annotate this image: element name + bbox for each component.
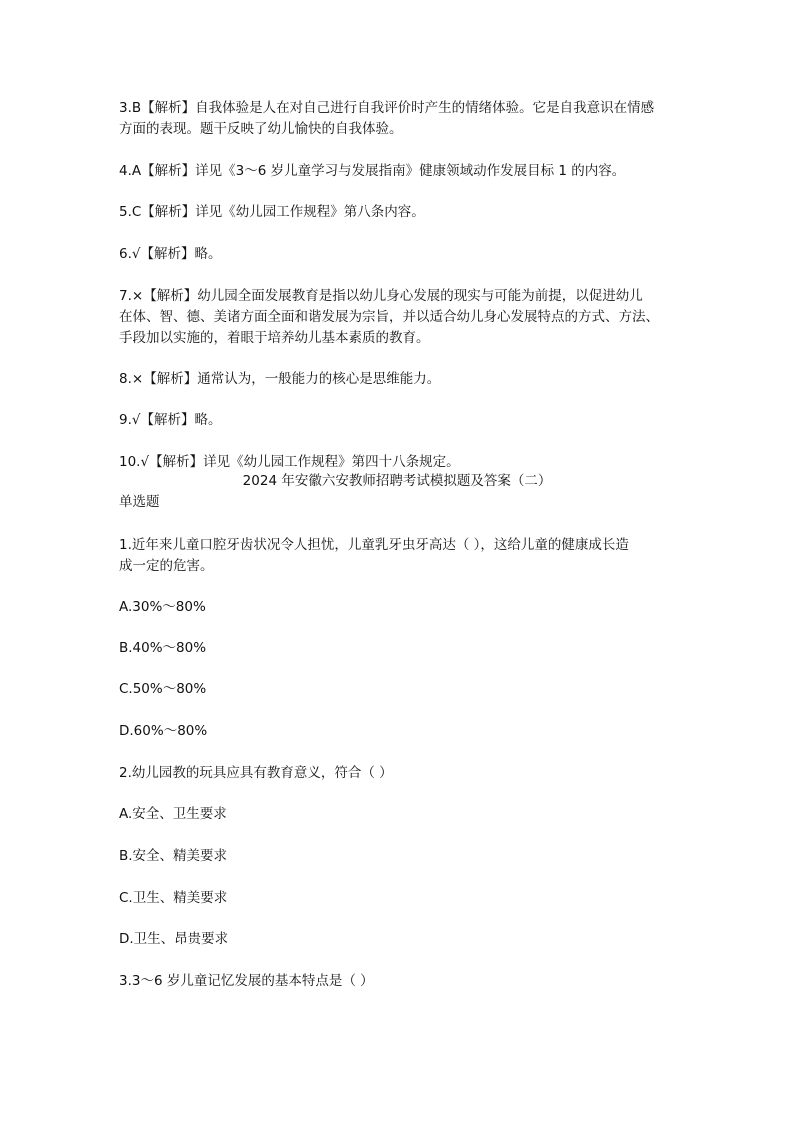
question-1-option-a: A.30%～80% — [119, 599, 206, 615]
question-1-option-b: B.40%～80% — [119, 640, 207, 656]
answer-8: 8.×【解析】通常认为，一般能力的核心是思维能力。 — [119, 371, 441, 387]
question-2-option-c: C.卫生、精美要求 — [119, 890, 228, 906]
question-3-stem: 3.3～6 岁儿童记忆发展的基本特点是（ ） — [119, 973, 374, 989]
answer-3-line-2: 方面的表现。题干反映了幼儿愉快的自我体验。 — [119, 121, 403, 137]
section-type: 单选题 — [119, 494, 160, 510]
answer-7-line-2: 在体、智、德、美诸方面全面和谐发展为宗旨，并以适合幼儿身心发展特点的方式、方法、 — [119, 309, 659, 325]
answer-4: 4.A【解析】详见《3～6 岁儿童学习与发展指南》健康领域动作发展目标 1 的内容。 — [119, 163, 626, 179]
section-title: 2024 年安徽六安教师招聘考试模拟题及答案（二） — [242, 473, 552, 489]
question-1-option-c: C.50%～80% — [119, 681, 207, 697]
question-2-option-d: D.卫生、昂贵要求 — [119, 931, 229, 947]
question-2-option-a: A.安全、卫生要求 — [119, 806, 227, 822]
question-2-option-b: B.安全、精美要求 — [119, 848, 228, 864]
question-2-stem: 2.幼儿园教的玩具应具有教育意义，符合（ ） — [119, 765, 393, 781]
answer-7-line-3: 手段加以实施的，着眼于培养幼儿基本素质的教育。 — [119, 330, 430, 346]
answer-5: 5.C【解析】详见《幼儿园工作规程》第八条内容。 — [119, 204, 425, 220]
answer-10: 10.√【解析】详见《幼儿园工作规程》第四十八条规定。 — [119, 454, 460, 470]
question-1-option-d: D.60%～80% — [119, 723, 208, 739]
answer-7-line-1: 7.×【解析】幼儿园全面发展教育是指以幼儿身心发展的现实与可能为前提，以促进幼儿 — [119, 288, 643, 304]
answer-6: 6.√【解析】略。 — [119, 246, 222, 262]
answer-9: 9.√【解析】略。 — [119, 412, 222, 428]
answer-3-line-1: 3.B【解析】自我体验是人在对自己进行自我评价时产生的情绪体验。它是自我意识在情感 — [119, 100, 655, 116]
question-1-line-2: 成一定的危害。 — [119, 558, 214, 574]
question-1-line-1: 1.近年来儿童口腔牙齿状况令人担忧，儿童乳牙虫牙高达（ ），这给儿童的健康成长造 — [119, 537, 629, 553]
